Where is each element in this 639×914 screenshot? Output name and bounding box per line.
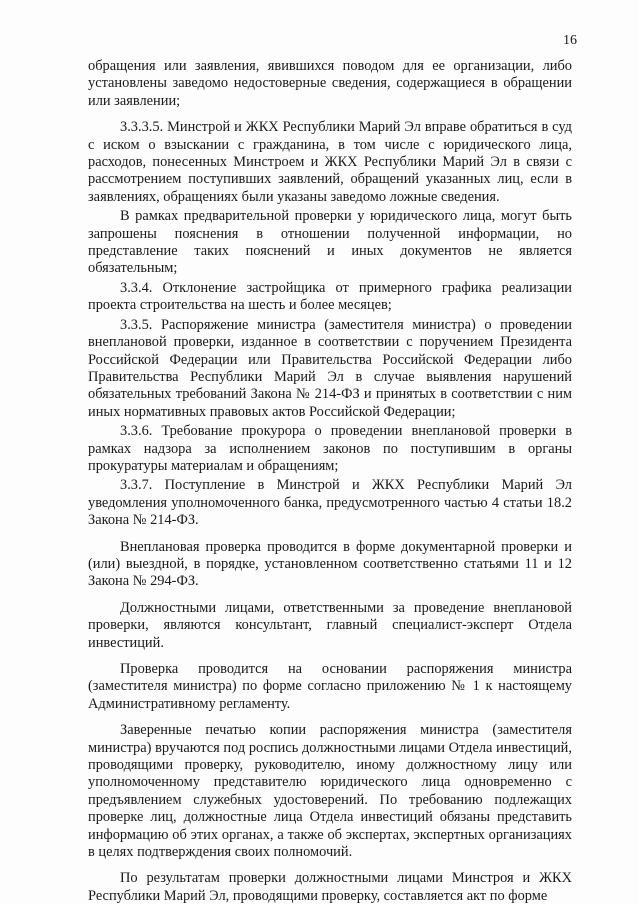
paragraph-order-basis: Проверка проводится на основании распоряжения министра (заместителя министра) по форме согласно приложению № 1 к настоящему Административному регламенту. xyxy=(88,661,572,712)
paragraph-3-3-7: 3.3.7. Поступление в Минстрой и ЖКХ Республики Марий Эл уведомления уполномоченного банка, предусмотренного частью 4 статьи 18.2 Закона № 214-ФЗ. xyxy=(88,477,572,529)
paragraph-responsible-officials: Должностными лицами, ответственными за проведение внеплановой проверки, являются консультант, главный специалист-эксперт Отдела инвестиций. xyxy=(88,599,572,651)
paragraph-unscheduled-check-form: Внеплановая проверка проводится в форме документарной проверки и (или) выездной, в порядке, установленном соответственно статьями 11 и 12 Закона № 294-ФЗ. xyxy=(88,538,572,590)
paragraph-certified-copies: Заверенные печатью копии распоряжения министра (заместителя министра) вручаются под роспись должностными лицами Отдела инвестиций, проводящими проверку, руководителю, иному должностному лицу или уполномоченному представителю юридического лица одновременно с предъявлением служебных удостоверений. По требованию подлежащих проверке лиц, должностные лица Отдела инвестиций обязаны представить информацию об этих органах, а также об экспертах, экспертных организациях в целях подтверждения своих полномочий. xyxy=(88,722,572,861)
paragraph-3-3-6: 3.3.6. Требование прокурора о проведении внеплановой проверки в рамках надзора за исполнением законов по поступившим в органы прокуратуры материалам и обращениям; xyxy=(88,423,572,474)
paragraph-3-3-5: 3.3.5. Распоряжение министра (заместителя министра) о проведении внеплановой проверки, изданное в соответствии с поручением Президента Российской Федерации или Правительства Российской Федерации либо Правительства Республики Марий Эл в случае выявления нарушений обязательных требований Закона № 214-ФЗ и принятых в соответствии с ним иных нормативных правовых актов Российской Федерации; xyxy=(88,316,572,420)
paragraph-continuation: обращения или заявления, явившихся поводом для ее организации, либо установлены заведомо недостоверные сведения, содержащиеся в обращении или заявлении; xyxy=(88,58,572,109)
paragraph-preliminary-check: В рамках предварительной проверки у юридического лица, могут быть запрошены пояснения в отношении полученной информации, но представление таких пояснений и иных документов не является обязательным; xyxy=(88,208,572,277)
document-body xyxy=(88,58,572,914)
paragraph-3-3-3-5: 3.3.3.5. Минстрой и ЖКХ Республики Марий Эл вправе обратиться в суд с иском о взыскании с гражданина, в том числе с юридического лица, расходов, понесенных Минстроем и ЖКХ Республики Марий Эл в связи с рассмотрением поступивших заявлений, обращений указанных лиц, если в заявлениях, обращениях были указаны заведомо ложные сведения. xyxy=(88,119,572,205)
page-number: 16 xyxy=(563,33,577,48)
paragraph-3-3-4: 3.3.4. Отклонение застройщика от примерного графика реализации проекта строительства на шесть и более месяцев; xyxy=(88,279,572,314)
paragraph-inspection-results: По результатам проверки должностными лицами Минстроя и ЖКХ Республики Марий Эл, проводящими проверку, составляется акт по форме xyxy=(88,870,572,904)
